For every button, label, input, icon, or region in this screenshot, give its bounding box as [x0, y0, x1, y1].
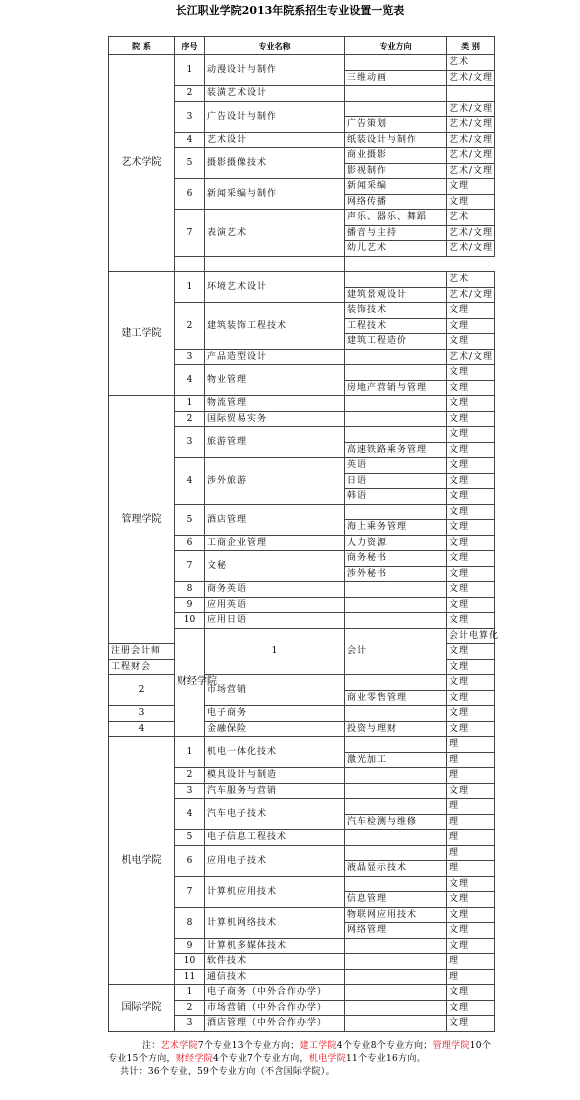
category-cell: 文理 [447, 907, 495, 923]
category-cell: 理 [447, 768, 495, 784]
category-cell: 艺术/文理 [447, 287, 495, 303]
number-cell: 3 [175, 427, 205, 458]
direction-cell [345, 938, 447, 954]
direction-cell [345, 272, 447, 288]
category-cell: 文理 [447, 597, 495, 613]
note-school-management: 管理学院 [432, 1041, 470, 1051]
direction-cell: 幼儿艺术 [345, 241, 447, 257]
major-cell: 广告设计与制作 [205, 101, 345, 132]
direction-cell [345, 830, 447, 846]
number-cell: 6 [175, 179, 205, 210]
number-cell: 3 [175, 101, 205, 132]
direction-cell: 商务秘书 [345, 551, 447, 567]
number-cell: 2 [109, 675, 175, 706]
number-cell: 1 [175, 55, 205, 86]
major-cell: 软件技术 [205, 954, 345, 970]
note-text-mechatronics: 11个专业16方向。 [346, 1054, 426, 1064]
direction-cell [345, 349, 447, 365]
category-cell: 文理 [447, 473, 495, 489]
number-cell: 1 [175, 396, 205, 412]
category-cell: 文理 [447, 504, 495, 520]
major-cell: 汽车电子技术 [205, 799, 345, 830]
direction-cell [345, 799, 447, 815]
direction-cell [345, 101, 447, 117]
number-cell: 10 [175, 613, 205, 629]
table-row [109, 706, 495, 722]
number-cell: 11 [175, 969, 205, 985]
direction-cell [345, 845, 447, 861]
table-row [109, 675, 495, 691]
direction-cell: 液晶显示技术 [345, 861, 447, 877]
major-cell: 计算机多媒体技术 [205, 938, 345, 954]
direction-cell: 工程技术 [345, 318, 447, 334]
category-cell: 艺术/文理 [447, 101, 495, 117]
direction-cell [345, 504, 447, 520]
major-cell: 物业管理 [205, 365, 345, 396]
category-cell: 文理 [447, 690, 495, 706]
direction-cell [345, 675, 447, 691]
category-cell: 文理 [447, 566, 495, 582]
direction-cell [345, 86, 447, 102]
direction-cell: 广告策划 [345, 117, 447, 133]
category-cell: 艺术/文理 [447, 225, 495, 241]
category-cell: 艺术/文理 [447, 349, 495, 365]
major-cell: 机电一体化技术 [205, 737, 345, 768]
direction-cell [345, 582, 447, 598]
direction-cell: 声乐、器乐、舞蹈 [345, 210, 447, 226]
major-cell: 电子商务（中外合作办学） [205, 985, 345, 1001]
category-cell: 理 [447, 830, 495, 846]
direction-cell: 日语 [345, 473, 447, 489]
category-cell: 艺术 [447, 55, 495, 71]
note-school-art: 艺术学院 [160, 1041, 198, 1051]
direction-cell: 影视制作 [345, 163, 447, 179]
table-row [109, 55, 495, 71]
category-cell: 文理 [447, 876, 495, 892]
category-cell: 理 [447, 861, 495, 877]
number-cell: 2 [175, 303, 205, 350]
category-cell: 艺术/文理 [447, 117, 495, 133]
major-cell: 摄影摄像技术 [205, 148, 345, 179]
number-cell: 4 [175, 365, 205, 396]
direction-cell [345, 55, 447, 71]
category-cell: 文理 [447, 179, 495, 195]
number-cell: 2 [175, 768, 205, 784]
major-cell: 建筑装饰工程技术 [205, 303, 345, 350]
category-cell: 文理 [447, 582, 495, 598]
category-cell: 文理 [447, 783, 495, 799]
major-cell: 新闻采编与制作 [205, 179, 345, 210]
direction-cell [345, 783, 447, 799]
school-cell: 财经学院 [175, 628, 205, 737]
number-cell: 2 [175, 411, 205, 427]
category-cell: 文理 [447, 380, 495, 396]
major-cell: 酒店管理 [205, 504, 345, 535]
number-cell: 5 [175, 830, 205, 846]
table-body [109, 55, 500, 1032]
category-cell: 艺术/文理 [447, 132, 495, 148]
direction-cell [345, 985, 447, 1001]
direction-cell [345, 411, 447, 427]
direction-cell: 汽车检测与维修 [345, 814, 447, 830]
category-cell: 文理 [447, 318, 495, 334]
number-cell: 1 [175, 272, 205, 303]
direction-cell: 房地产营销与管理 [345, 380, 447, 396]
direction-cell [345, 613, 447, 629]
direction-cell [175, 256, 205, 272]
category-cell: 文理 [447, 551, 495, 567]
school-cell: 机电学院 [109, 737, 175, 985]
category-cell: 文理 [447, 411, 495, 427]
number-cell: 4 [175, 132, 205, 148]
direction-cell: 三维动画 [345, 70, 447, 86]
major-cell: 计算机应用技术 [205, 876, 345, 907]
table-row [109, 721, 495, 737]
table-row [109, 396, 495, 412]
school-cell: 建工学院 [109, 272, 175, 396]
direction-cell: 工程财会 [109, 659, 175, 675]
number-cell: 7 [175, 876, 205, 907]
category-cell: 文理 [447, 1000, 495, 1016]
major-cell: 环境艺术设计 [205, 272, 345, 303]
number-cell: 8 [175, 907, 205, 938]
category-cell: 文理 [447, 644, 495, 660]
note-school-finance: 财经学院 [175, 1054, 214, 1064]
direction-cell: 高速铁路乘务管理 [345, 442, 447, 458]
category-cell: 文理 [447, 194, 495, 210]
direction-cell [345, 396, 447, 412]
direction-cell [345, 427, 447, 443]
number-cell: 1 [175, 985, 205, 1001]
category-cell: 文理 [447, 721, 495, 737]
major-cell: 应用电子技术 [205, 845, 345, 876]
number-cell: 7 [175, 551, 205, 582]
number-cell: 10 [175, 954, 205, 970]
direction-cell [345, 706, 447, 722]
direction-cell: 商业零售管理 [345, 690, 447, 706]
number-cell: 6 [175, 845, 205, 876]
category-cell: 文理 [447, 706, 495, 722]
major-cell: 应用日语 [205, 613, 345, 629]
category-cell: 文理 [447, 1016, 495, 1032]
category-cell [447, 86, 495, 102]
number-cell: 7 [175, 210, 205, 257]
table-row [109, 985, 495, 1001]
category-cell: 理 [447, 752, 495, 768]
header-no: 序号 [175, 37, 205, 55]
number-cell: 1 [205, 628, 345, 675]
category-cell: 文理 [447, 938, 495, 954]
note-text-finance: 4个专业7个专业方向， [213, 1054, 309, 1064]
direction-cell [345, 969, 447, 985]
header-category: 类 别 [447, 37, 495, 55]
number-cell: 6 [175, 535, 205, 551]
category-cell: 理 [447, 737, 495, 753]
direction-cell [345, 954, 447, 970]
category-cell: 文理 [447, 520, 495, 536]
direction-cell: 网络管理 [345, 923, 447, 939]
school-cell: 国际学院 [109, 985, 175, 1032]
school-cell: 艺术学院 [109, 55, 175, 272]
direction-cell: 注册会计师 [109, 644, 175, 660]
direction-cell: 装饰技术 [345, 303, 447, 319]
major-cell: 市场营销 [205, 675, 345, 706]
major-cell: 装潢艺术设计 [205, 86, 345, 102]
category-cell: 艺术 [447, 272, 495, 288]
direction-cell: 新闻采编 [345, 179, 447, 195]
direction-cell: 激光加工 [345, 752, 447, 768]
number-cell: 2 [175, 86, 205, 102]
direction-cell: 播音与主持 [345, 225, 447, 241]
category-cell: 理 [447, 799, 495, 815]
header-direction: 专业方向 [345, 37, 447, 55]
category-cell: 文理 [447, 675, 495, 691]
number-cell: 2 [175, 1000, 205, 1016]
notes-prefix: 注： [142, 1041, 161, 1051]
direction-cell: 网络传播 [345, 194, 447, 210]
notes [108, 1040, 494, 1079]
note-school-mechatronics: 机电学院 [308, 1054, 347, 1064]
direction-cell [345, 737, 447, 753]
major-cell: 物流管理 [205, 396, 345, 412]
number-cell: 3 [175, 783, 205, 799]
number-cell: 4 [175, 799, 205, 830]
major-cell: 商务英语 [205, 582, 345, 598]
number-cell: 4 [175, 458, 205, 505]
category-cell: 文理 [447, 489, 495, 505]
major-cell: 国际贸易实务 [205, 411, 345, 427]
direction-cell: 涉外秘书 [345, 566, 447, 582]
direction-cell [345, 768, 447, 784]
major-cell: 产品造型设计 [205, 349, 345, 365]
major-cell: 电子信息工程技术 [205, 830, 345, 846]
category-cell: 理 [447, 954, 495, 970]
direction-cell [345, 1016, 447, 1032]
direction-cell [345, 876, 447, 892]
note-text-construction: 4个专业8个专业方向； [336, 1041, 433, 1051]
page-title: 长江职业学院2013年院系招生专业设置一览表 [175, 4, 405, 17]
major-cell: 文秘 [205, 551, 345, 582]
direction-cell [345, 365, 447, 381]
note-text-management: 10个专业15个方向， [108, 1041, 492, 1064]
category-cell: 艺术/文理 [447, 148, 495, 164]
category-cell: 理 [447, 969, 495, 985]
major-cell: 表演艺术 [205, 210, 345, 257]
number-cell: 5 [175, 504, 205, 535]
number-cell: 9 [175, 938, 205, 954]
table-row [109, 737, 495, 753]
category-cell: 文理 [447, 303, 495, 319]
direction-cell: 信息管理 [345, 892, 447, 908]
category-cell: 文理 [447, 985, 495, 1001]
major-cell: 电子商务 [205, 706, 345, 722]
number-cell: 3 [109, 706, 175, 722]
direction-cell: 海上乘务管理 [345, 520, 447, 536]
category-cell: 艺术/文理 [447, 163, 495, 179]
category-cell: 文理 [447, 613, 495, 629]
category-cell: 文理 [447, 659, 495, 675]
direction-cell: 商业摄影 [345, 148, 447, 164]
header-major: 专业名称 [205, 37, 345, 55]
number-cell: 8 [175, 582, 205, 598]
category-cell: 文理 [447, 427, 495, 443]
notes-line [108, 1040, 494, 1066]
direction-cell: 物联网应用技术 [345, 907, 447, 923]
school-cell: 管理学院 [109, 396, 175, 644]
major-cell: 计算机网络技术 [205, 907, 345, 938]
direction-cell [345, 597, 447, 613]
notes-total: 共计：36个专业，59个专业方向（不含国际学院）。 [120, 1067, 335, 1077]
category-cell: 文理 [447, 334, 495, 350]
direction-cell: 韩语 [345, 489, 447, 505]
direction-cell: 建筑景观设计 [345, 287, 447, 303]
program-table [108, 36, 500, 1032]
category-cell: 文理 [447, 892, 495, 908]
category-cell: 艺术 [447, 210, 495, 226]
major-cell: 模具设计与制造 [205, 768, 345, 784]
header-school: 院 系 [109, 37, 175, 55]
number-cell: 4 [109, 721, 175, 737]
direction-cell [345, 1000, 447, 1016]
major-cell: 通信技术 [205, 969, 345, 985]
major-cell: 酒店管理（中外合作办学） [205, 1016, 345, 1032]
note-text-art: 7个专业13个专业方向； [197, 1041, 300, 1051]
major-cell: 涉外旅游 [205, 458, 345, 505]
major-cell: 汽车服务与营销 [205, 783, 345, 799]
major-cell: 金融保险 [205, 721, 345, 737]
number-cell: 5 [175, 148, 205, 179]
direction-cell: 投资与理财 [345, 721, 447, 737]
direction-cell: 纸装设计与制作 [345, 132, 447, 148]
number-cell: 1 [175, 737, 205, 768]
direction-cell: 英语 [345, 458, 447, 474]
major-cell: 市场营销（中外合作办学） [205, 1000, 345, 1016]
major-cell: 工商企业管理 [205, 535, 345, 551]
category-cell: 文理 [447, 535, 495, 551]
number-cell: 9 [175, 597, 205, 613]
note-school-construction: 建工学院 [299, 1041, 337, 1051]
category-cell: 理 [447, 814, 495, 830]
category-cell: 文理 [447, 396, 495, 412]
category-cell: 艺术/文理 [447, 70, 495, 86]
category-cell [205, 256, 345, 272]
number-cell: 3 [175, 349, 205, 365]
major-cell: 应用英语 [205, 597, 345, 613]
major-cell: 艺术设计 [205, 132, 345, 148]
major-cell: 旅游管理 [205, 427, 345, 458]
major-cell: 动漫设计与制作 [205, 55, 345, 86]
table-row [109, 272, 495, 288]
number-cell: 3 [175, 1016, 205, 1032]
category-cell: 文理 [447, 923, 495, 939]
direction-cell: 建筑工程造价 [345, 334, 447, 350]
category-cell: 文理 [447, 365, 495, 381]
table-header-row [109, 37, 495, 55]
category-cell: 理 [447, 845, 495, 861]
direction-cell: 人力资源 [345, 535, 447, 551]
category-cell: 艺术/文理 [447, 241, 495, 257]
direction-cell: 会计电算化 [447, 628, 495, 644]
category-cell: 文理 [447, 442, 495, 458]
major-cell: 会计 [345, 628, 447, 675]
category-cell: 文理 [447, 458, 495, 474]
